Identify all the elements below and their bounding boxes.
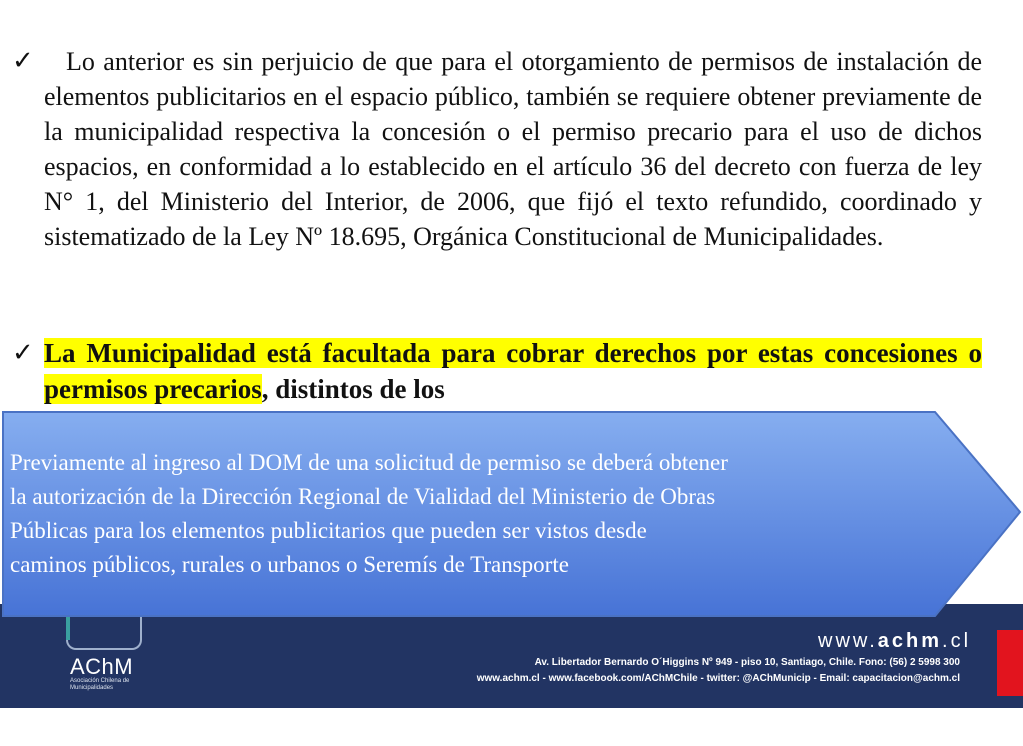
callout-line: Públicas para los elementos publicitarios que pueden ser vistos desde (10, 518, 647, 543)
bullet-paragraph-2 (12, 335, 982, 407)
achm-logo: AChM (70, 654, 134, 679)
callout-line: caminos públicos, rurales o urbanos o Seremís de Transporte (10, 552, 569, 577)
footer-bottom-strip (0, 708, 1023, 746)
footer-contact: www.achm.cl - www.facebook.com/AChMChile - twitter: @AChMunicip - Email: capacitacion@achm.cl (476, 673, 960, 684)
red-tab (997, 630, 1023, 696)
callout-line: la autorización de la Dirección Regional de Vialidad del Ministerio de Obras (10, 484, 716, 509)
footer-address: Av. Libertador Bernardo O´Higgins Nº 949 - piso 10, Santiago, Chile. Fono: (56) 2 5998 300 (534, 657, 960, 668)
callout-text (10, 446, 963, 582)
logo-subtitle: Asociación Chilena de Municipalidades (70, 678, 130, 691)
checkmark-icon: ✓ (12, 338, 34, 368)
website-link[interactable]: www.achm.cl (818, 630, 972, 652)
bullet-paragraph-1 (12, 44, 982, 254)
checkmark-icon: ✓ (12, 46, 34, 76)
callout-line: Previamente al ingreso al DOM de una solicitud de permiso se deberá obtener (10, 450, 728, 475)
highlighted-text: La Municipalidad está facultada para cobrar derechos por estas concesiones o permisos precarios (44, 338, 982, 404)
bullet-text-1: Lo anterior es sin perjuicio de que para el otorgamiento de permisos de instalación de elementos publicitarios en el espacio público, también se requiere obtener previamente de la municipalidad respectiva la concesión o el permiso precario para el uso de dichos espacios, en conformidad a lo establecido en el artículo 36 del decreto con fuerza de ley N° 1, del Ministerio del Interior, de 2006, que fijó el texto refundido, coordinado y sistematizado de la Ley Nº 18.695, Orgánica Constitucional de Municipalidades. (44, 47, 982, 251)
bullet-text-2: , distintos de los (261, 374, 445, 404)
